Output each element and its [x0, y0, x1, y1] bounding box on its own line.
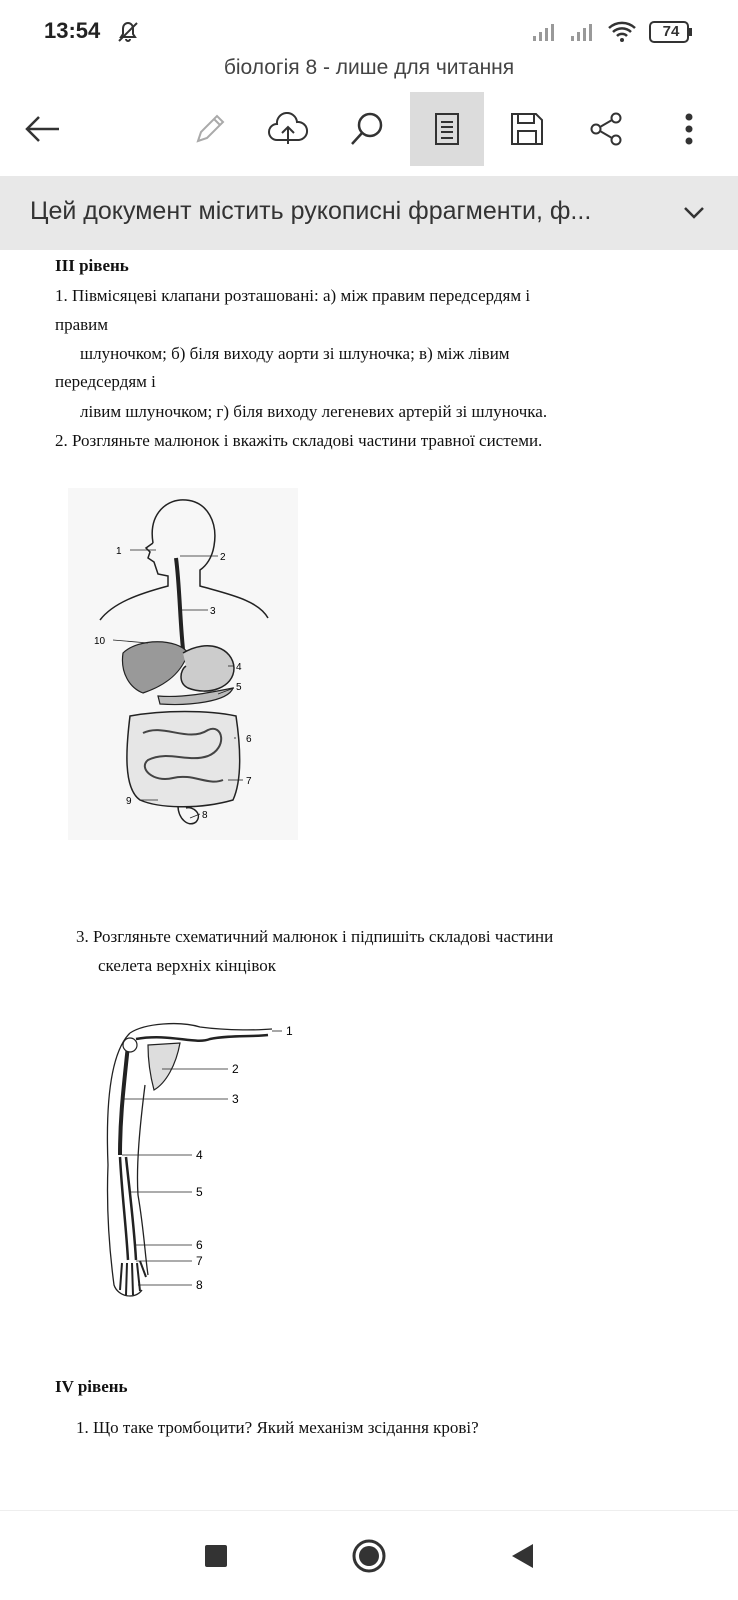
level3-heading: ІІІ рівень — [55, 256, 129, 275]
handwriting-notice-banner[interactable] — [0, 176, 738, 250]
question-2: 2. Розгляньте малюнок і вкажіть складові частини травної системи. — [55, 431, 543, 450]
question-4: 1. Що таке тромбоцити? Який механізм зсідання крові? — [76, 1418, 479, 1437]
pencil-icon — [192, 111, 228, 147]
digestive-label-3: 3 — [210, 606, 216, 617]
digestive-label-10: 10 — [94, 636, 106, 647]
digestive-label-1: 1 — [116, 546, 122, 557]
question-1-line-3: шлуночком; б) біля виходу аорти зі шлуночка; в) між лівим — [80, 344, 510, 363]
share-button[interactable] — [569, 92, 643, 166]
signal-icon — [532, 22, 558, 47]
battery-level: 74 — [662, 23, 680, 40]
chevron-down-icon[interactable] — [680, 198, 708, 231]
question-1-line-4: передсердям і — [55, 372, 156, 391]
question-1-line-1: 1. Півмісяцеві клапани розташовані: а) між правим передсердям і — [55, 286, 531, 305]
document-view-icon — [434, 112, 460, 146]
save-icon — [510, 112, 544, 146]
digestive-label-6: 6 — [246, 734, 252, 745]
toolbar — [0, 92, 738, 166]
square-icon — [204, 1544, 228, 1568]
skeleton-label-6: 6 — [196, 1238, 203, 1252]
question-3-line-2: скелета верхніх кінцівок — [98, 956, 277, 975]
document-page — [0, 250, 738, 1510]
digestive-label-9: 9 — [126, 796, 132, 807]
save-button[interactable] — [490, 92, 564, 166]
question-1-line-2: правим — [55, 315, 109, 334]
skeleton-label-1: 1 — [286, 1024, 293, 1038]
question-3-line-1: 3. Розгляньте схематичний малюнок і підпишіть складові частини — [76, 927, 554, 946]
skeleton-label-3: 3 — [232, 1092, 239, 1106]
digestive-label-5: 5 — [236, 682, 242, 693]
home-button[interactable] — [344, 1531, 394, 1581]
triangle-back-icon — [509, 1542, 535, 1570]
reading-mode-button[interactable] — [410, 92, 484, 166]
digestive-system-figure — [68, 488, 298, 840]
search-button[interactable] — [330, 92, 404, 166]
skeleton-label-5: 5 — [196, 1185, 203, 1199]
skeleton-label-7: 7 — [196, 1254, 203, 1268]
edit-button[interactable] — [173, 92, 247, 166]
digestive-label-7: 7 — [246, 776, 252, 787]
signal-icon-2 — [570, 22, 596, 47]
skeleton-label-8: 8 — [196, 1278, 203, 1292]
level4-heading: IV рівень — [55, 1377, 128, 1396]
system-back-button[interactable] — [497, 1531, 547, 1581]
banner-text: Цей документ містить рукописні фрагменти, ф... — [30, 197, 592, 225]
skeleton-label-4: 4 — [196, 1148, 203, 1162]
wifi-icon — [607, 20, 637, 49]
upload-cloud-button[interactable] — [251, 92, 325, 166]
mute-icon — [116, 20, 140, 49]
back-button[interactable] — [6, 92, 80, 166]
more-vert-icon — [684, 112, 694, 146]
status-bar — [0, 0, 738, 58]
search-icon — [348, 110, 386, 148]
status-time: 13:54 — [44, 18, 101, 43]
system-navigation-bar — [0, 1510, 738, 1600]
recents-button[interactable] — [191, 1531, 241, 1581]
share-icon — [588, 111, 624, 147]
digestive-label-4: 4 — [236, 662, 242, 673]
home-circle-icon — [351, 1538, 387, 1574]
upper-limb-skeleton-figure — [100, 1015, 310, 1305]
digestive-label-2: 2 — [220, 552, 226, 563]
more-options-button[interactable] — [652, 92, 726, 166]
question-1-line-5: лівим шлуночком; г) біля виходу легеневих артерій зі шлуночка. — [80, 402, 548, 421]
digestive-label-8: 8 — [202, 810, 208, 821]
cloud-upload-icon — [267, 112, 309, 146]
skeleton-label-2: 2 — [232, 1062, 239, 1076]
document-title: біологія 8 - лише для читання — [223, 56, 515, 79]
